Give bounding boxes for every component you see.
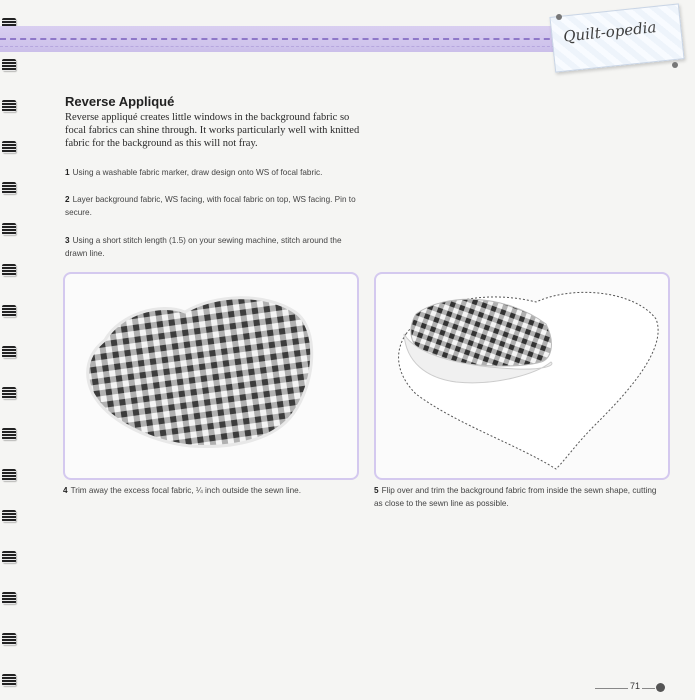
page-number-rule (595, 688, 655, 689)
caption-text: Flip over and trim the background fabric from inside the sewn shape, cutting as close to the sewn line as possible. (374, 486, 657, 508)
header-stitch-line-secondary (0, 46, 580, 47)
binding-coil (2, 305, 16, 317)
photo-flipped-heart (374, 272, 670, 480)
binding-coil (2, 223, 16, 235)
binding-coil (2, 346, 16, 358)
binding-coil (2, 264, 16, 276)
step-text: Using a short stitch length (1.5) on your sewing machine, stitch around the drawn line. (65, 236, 342, 258)
binding-coil (2, 551, 16, 563)
caption-step-5 (374, 484, 666, 510)
page-number: 71 (630, 681, 641, 691)
caption-text: Trim away the excess focal fabric, ¼ inch outside the sewn line. (70, 486, 301, 495)
binding-coil (2, 182, 16, 194)
logo-text: Quilt-opedia (562, 18, 658, 46)
caption-step-4 (63, 484, 355, 497)
header-stitch-line (0, 38, 580, 40)
step-2 (65, 193, 365, 219)
step-number: 5 (374, 486, 379, 495)
spiral-binding (0, 0, 22, 700)
binding-coil (2, 592, 16, 604)
section-intro: Reverse appliqué creates little windows in the background fabric so focal fabrics can shine through. It works particularly well with knitted fabric for the background as this will not fray. (65, 112, 360, 149)
binding-coil (2, 469, 16, 481)
step-number: 1 (65, 168, 70, 177)
binding-coil (2, 141, 16, 153)
photo-trimmed-heart (63, 272, 359, 480)
pin-icon (556, 14, 562, 20)
step-text: Layer background fabric, WS facing, with focal fabric on top, WS facing. Pin to secure. (65, 195, 356, 217)
gingham-heart-shape (88, 298, 312, 447)
binding-coil (2, 674, 16, 686)
binding-coil (2, 633, 16, 645)
binding-coil (2, 387, 16, 399)
step-number: 2 (65, 195, 70, 204)
heart-gingham-illustration (65, 274, 357, 478)
binding-coil (2, 428, 16, 440)
pin-icon (672, 62, 678, 68)
step-3 (65, 234, 365, 260)
page-marker-icon (656, 683, 665, 692)
section-title: Reverse Appliqué (65, 94, 175, 109)
heart-outline-illustration (376, 274, 668, 478)
binding-coil (2, 59, 16, 71)
step-text: Using a washable fabric marker, draw design onto WS of focal fabric. (72, 168, 323, 177)
binding-coil (2, 510, 16, 522)
step-number: 4 (63, 486, 68, 495)
step-number: 3 (65, 236, 70, 245)
step-1 (65, 166, 365, 179)
binding-coil (2, 100, 16, 112)
